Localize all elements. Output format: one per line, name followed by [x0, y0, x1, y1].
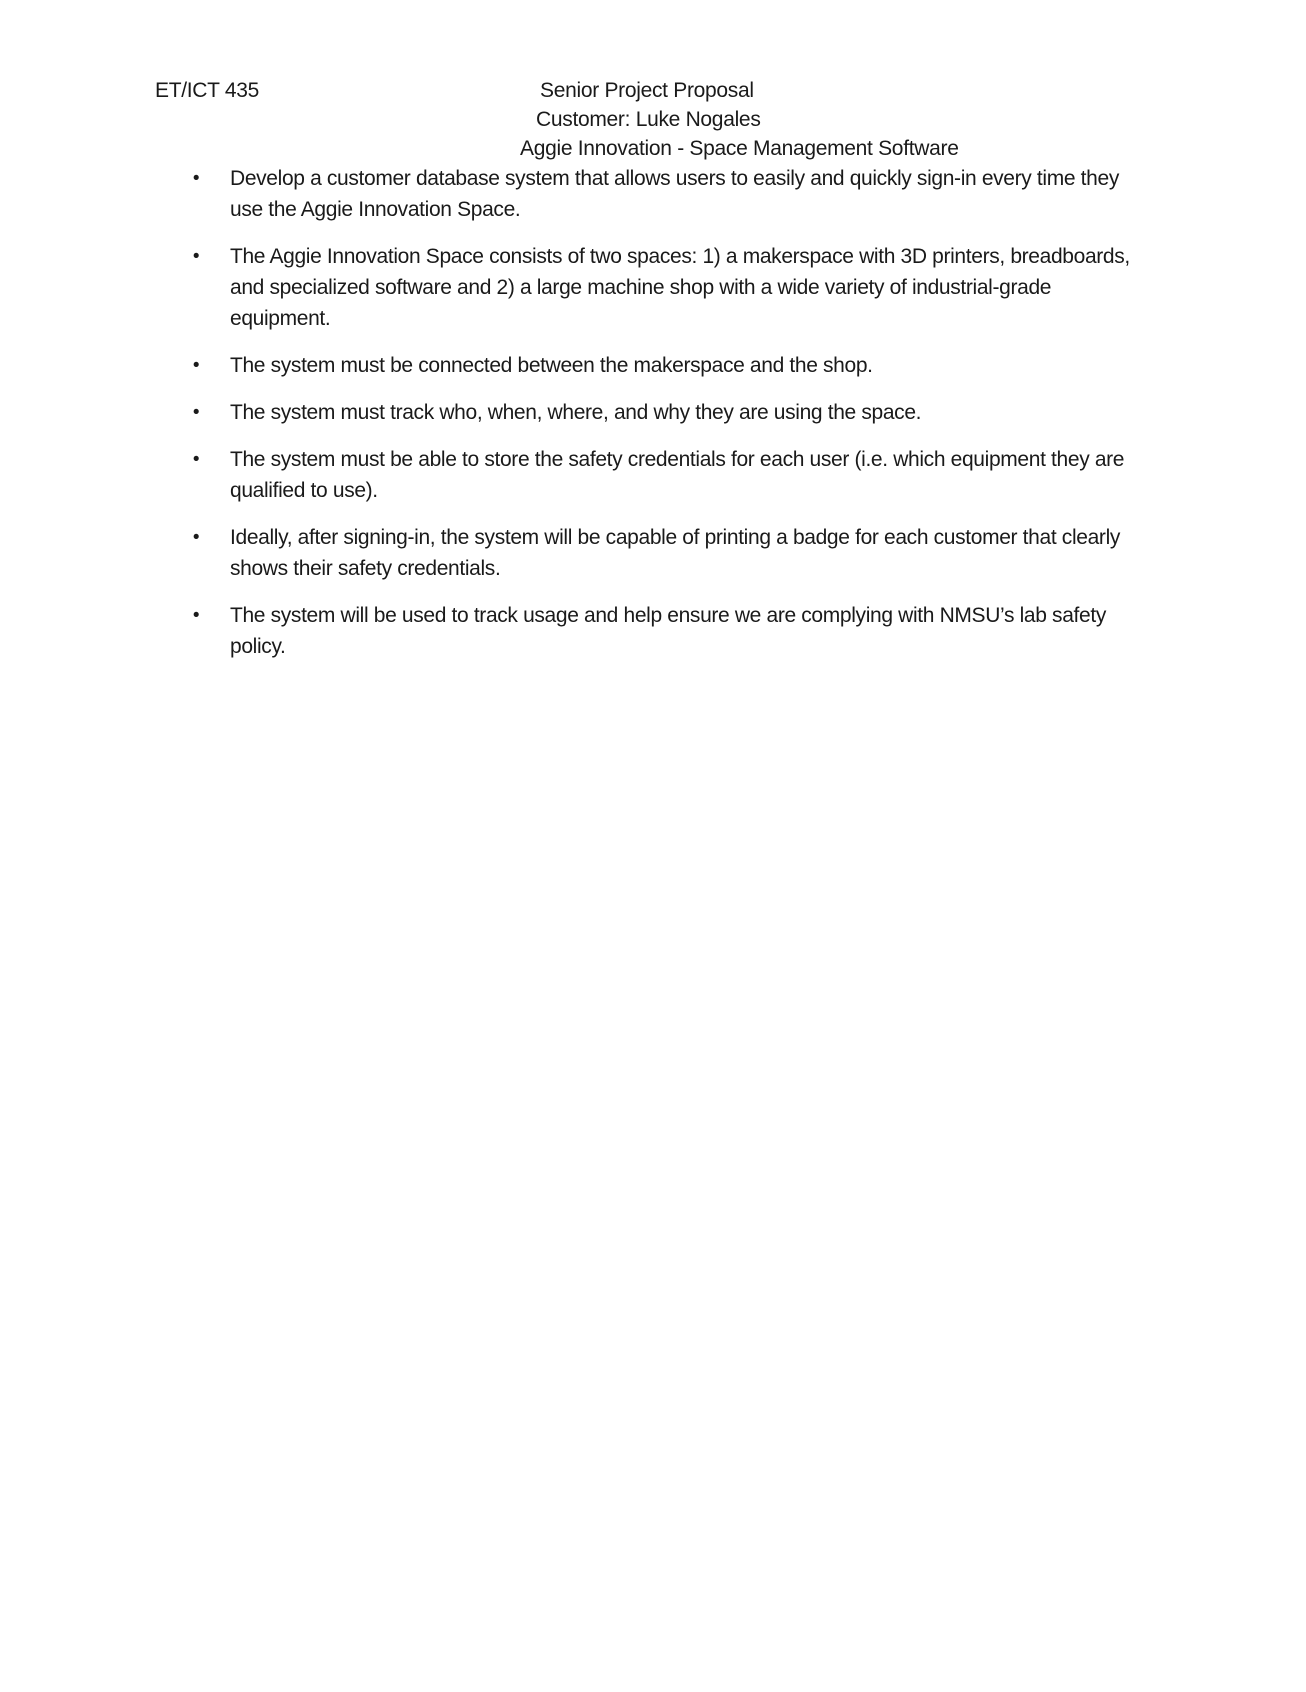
bullet-icon: • [192, 168, 200, 189]
project-line: Aggie Innovation - Space Management Software [520, 137, 959, 160]
bullet-icon: • [192, 605, 200, 626]
list-item-text: The system must be connected between the makerspace and the shop. [230, 354, 873, 377]
list-item-text: The system must be able to store the safety credentials for each user (i.e. which equipment they are qualified to use). [230, 448, 1125, 502]
bullet-icon: • [192, 449, 200, 470]
list-item [190, 350, 1150, 381]
list-item [190, 241, 1150, 334]
customer-line: Customer: Luke Nogales [536, 108, 761, 131]
bullet-icon: • [192, 355, 200, 376]
list-item [190, 522, 1150, 584]
list-item-text: The Aggie Innovation Space consists of two spaces: 1) a makerspace with 3D printers, breadboards, and specialized software and 2) a large machine shop with a wide variety of industrial-grade equipment. [230, 245, 1130, 330]
course-code: ET/ICT 435 [155, 79, 259, 102]
list-item-text: The system must track who, when, where, and why they are using the space. [230, 401, 922, 424]
bullet-icon: • [192, 402, 200, 423]
list-item-text: Ideally, after signing-in, the system will be capable of printing a badge for each customer that clearly shows their safety credentials. [230, 526, 1121, 580]
list-item [190, 600, 1150, 662]
requirements-list [190, 163, 1150, 678]
list-item [190, 397, 1150, 428]
bullet-icon: • [192, 527, 200, 548]
document-title: Senior Project Proposal [540, 79, 754, 102]
list-item [190, 163, 1150, 225]
list-item-text: The system will be used to track usage and help ensure we are complying with NMSU’s lab safety policy. [230, 604, 1106, 658]
list-item [190, 444, 1150, 506]
list-item-text: Develop a customer database system that allows users to easily and quickly sign-in every time they use the Aggie Innovation Space. [230, 167, 1119, 221]
bullet-icon: • [192, 246, 200, 267]
